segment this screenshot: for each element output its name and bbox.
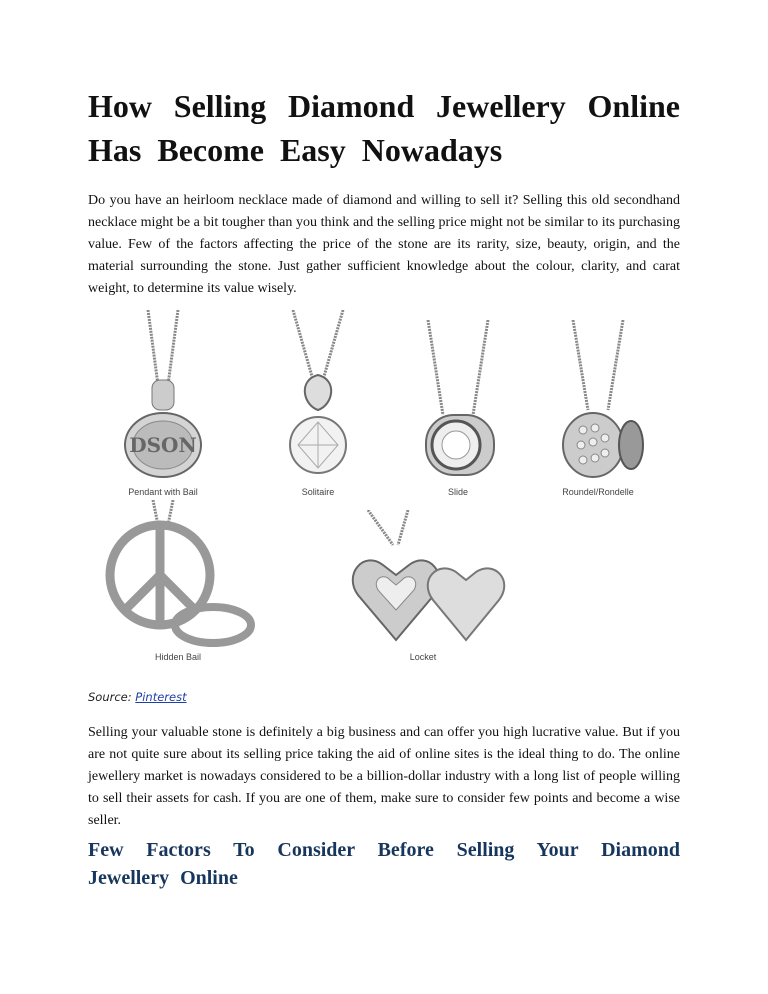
- intro-paragraph: Do you have an heirloom necklace made of diamond and willing to sell it? Selling this old secondhand necklace might be a bit tougher than you think and the selling price might not be similar to its purchasing value. Few of the factors affecting the price of the stone are its rarity, size, beauty, origin, and the material surrounding the stone. Just gather sufficient knowledge about the colour, clarity, and carat weight, to determine its value wisely.: [88, 193, 680, 296]
- body-paragraph: Selling your valuable stone is definitely a big business and can offer you high lucrative value. But if you are not quite sure about its selling price taking the aid of online sites is the ideal thing to do. The online jewellery market is nowadays considered to be a billion-dollar industry with a long list of people willing to sell their assets for cash. If you are one of them, make sure to consider few points and become a wise seller.: [88, 725, 680, 828]
- source-link-pinterest[interactable]: Pinterest: [135, 690, 187, 704]
- hidden-bail: [98, 500, 258, 662]
- pendant-with-bail-icon: [108, 310, 218, 485]
- pendant-styles-image: [88, 300, 688, 660]
- dson-logo: DSON: [129, 433, 197, 457]
- locket-icon: [338, 510, 508, 650]
- label-hidden-bail: Hidden Bail: [154, 652, 202, 662]
- roundel-icon: [543, 320, 653, 485]
- label-slide: Slide: [447, 487, 468, 497]
- label-solitaire: Solitaire: [301, 487, 335, 497]
- solitaire-icon: [268, 310, 368, 485]
- slide-icon: [408, 320, 508, 485]
- label-locket: Locket: [409, 652, 437, 662]
- hidden-bail-icon: [98, 500, 258, 650]
- roundel-rondelle: [543, 320, 653, 497]
- page-title: How Selling Diamond Jewellery Online Has Become Easy Nowadays: [88, 88, 680, 168]
- solitaire: [268, 310, 368, 497]
- label-pendant-with-bail: Pendant with Bail: [128, 487, 198, 497]
- image-source: [88, 690, 187, 704]
- pendant-with-bail: [108, 310, 218, 497]
- locket: [338, 510, 508, 662]
- slide: [408, 320, 508, 497]
- section-heading: Few Factors To Consider Before Selling Your Diamond Jewellery Online: [88, 839, 680, 889]
- source-label: Source:: [88, 690, 132, 704]
- label-roundel-rondelle: Roundel/Rondelle: [562, 487, 634, 497]
